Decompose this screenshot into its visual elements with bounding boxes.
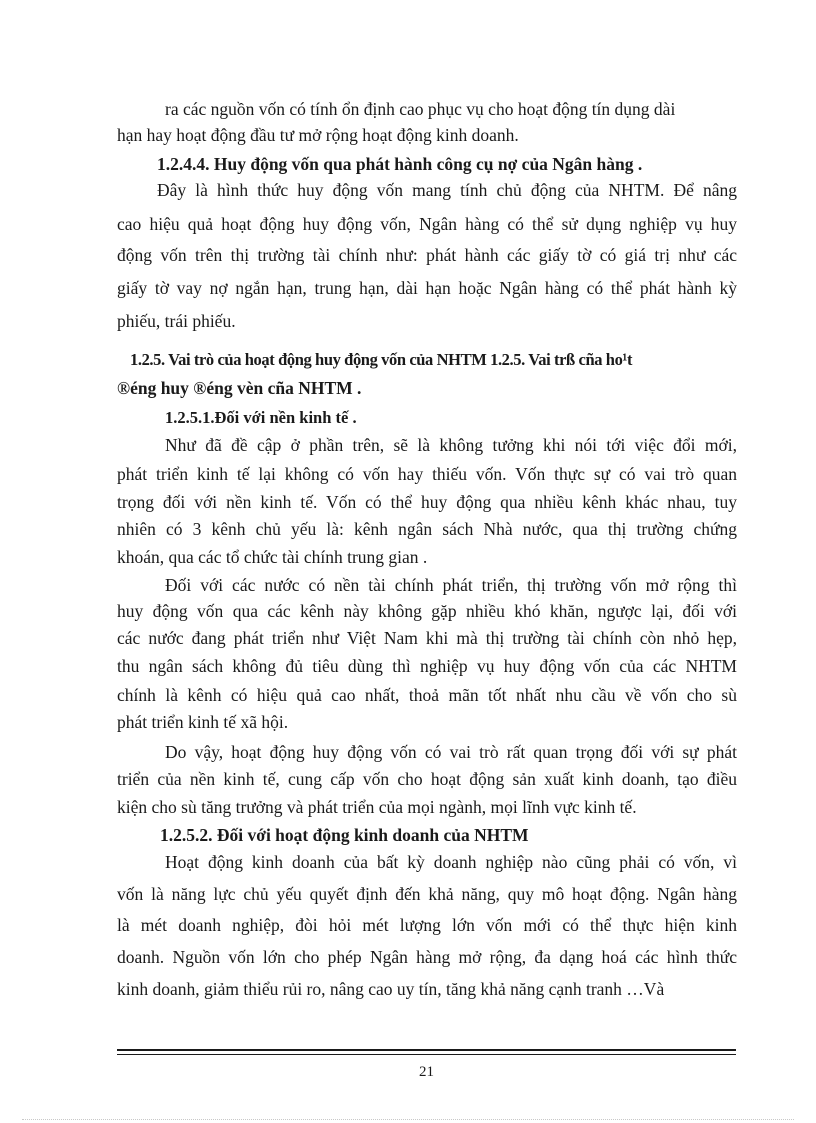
body-line: kinh doanh, giảm thiểu rủi ro, nâng cao uy tín, tăng khả năng cạnh tranh …Và	[117, 979, 665, 999]
body-line: khoán, qua các tổ chức tài chính trung gian .	[117, 547, 428, 567]
body-line: triển của nền kinh tế, cung cấp vốn cho hoạt động sản xuất kinh doanh, tạo điều	[117, 769, 737, 789]
body-line: kiện cho sù tăng trưởng và phát triển của mọi ngành, mọi lĩnh vực kinh tế.	[117, 797, 637, 817]
subsection-heading: 1.2.5.1.Đối với nền kinh tế .	[165, 408, 357, 427]
subsection-heading: 1.2.5.2. Đối với hoạt động kinh doanh của NHTM	[160, 825, 529, 845]
body-line: hạn hay hoạt động đầu tư mở rộng hoạt động kinh doanh.	[117, 125, 519, 145]
body-line: phát triển kinh tế xã hội.	[117, 712, 289, 732]
body-line: trọng đối với nền kinh tế. Vốn có thể huy động qua nhiều kênh khác nhau, tuy	[117, 492, 737, 512]
body-line: ra các nguồn vốn có tính ổn định cao phục vụ cho hoạt động tín dụng dài	[165, 99, 676, 119]
body-line: Hoạt động kinh doanh của bất kỳ doanh nghiệp nào cũng phải có vốn, vì	[165, 852, 737, 872]
footer-rule-thick	[117, 1049, 736, 1051]
body-line: Như đã đề cập ở phần trên, sẽ là không tưởng khi nói tới việc đổi mới,	[165, 435, 737, 455]
section-heading: 1.2.5. Vai trò của hoạt động huy động vốn của NHTM 1.2.5. Vai trß cña ho¹t	[130, 350, 633, 369]
page-number: 21	[419, 1064, 434, 1080]
body-line: phiếu, trái phiếu.	[117, 311, 236, 331]
body-line: chính là kênh có hiệu quả cao nhất, thoả mãn tốt nhất nhu cầu về vốn cho sù	[117, 685, 737, 705]
section-heading-continued: ®éng huy ®éng vèn cña NHTM .	[117, 378, 362, 398]
body-line: nhiên có 3 kênh chủ yếu là: kênh ngân sách Nhà nước, qua thị trường chứng	[117, 519, 737, 539]
body-line: cao hiệu quả hoạt động huy động vốn, Ngân hàng có thể sử dụng nghiệp vụ huy	[117, 214, 737, 234]
page-bottom-edge	[22, 1119, 794, 1120]
footer-rule-thin	[117, 1054, 736, 1055]
body-line: phát triển kinh tế lại không có vốn hay thiếu vốn. Vốn thực sự có vai trò quan	[117, 464, 737, 484]
body-line: Đây là hình thức huy động vốn mang tính chủ động của NHTM. Để nâng	[157, 180, 737, 200]
body-line: động vốn trên thị trường tài chính như: phát hành các giấy tờ có giá trị như các	[117, 245, 737, 265]
body-line: Đối với các nước có nền tài chính phát triển, thị trường vốn mở rộng thì	[165, 575, 737, 595]
section-heading: 1.2.4.4. Huy động vốn qua phát hành công cụ nợ của Ngân hàng .	[157, 154, 643, 174]
body-line: thu ngân sách không đủ tiêu dùng thì nghiệp vụ huy động vốn của các NHTM	[117, 656, 737, 676]
body-line: vốn là năng lực chủ yếu quyết định đến khả năng, quy mô hoạt động. Ngân hàng	[117, 884, 737, 904]
body-line: các nước đang phát triển như Việt Nam khi mà thị trường tài chính còn nhỏ hẹp,	[117, 628, 737, 648]
body-line: Do vậy, hoạt động huy động vốn có vai trò rất quan trọng đối với sự phát	[165, 742, 737, 762]
body-line: huy động vốn qua các kênh này không gặp nhiều khó khăn, ngược lại, đối với	[117, 601, 737, 621]
body-line: là mét doanh nghiệp, đòi hỏi mét lượng lớn vốn mới có thể thực hiện kinh	[117, 915, 737, 935]
body-line: doanh. Nguồn vốn lớn cho phép Ngân hàng mở rộng, đa dạng hoá các hình thức	[117, 947, 737, 967]
body-line: giấy tờ vay nợ ngắn hạn, trung hạn, dài hạn hoặc Ngân hàng có thể phát hành kỳ	[117, 278, 737, 298]
